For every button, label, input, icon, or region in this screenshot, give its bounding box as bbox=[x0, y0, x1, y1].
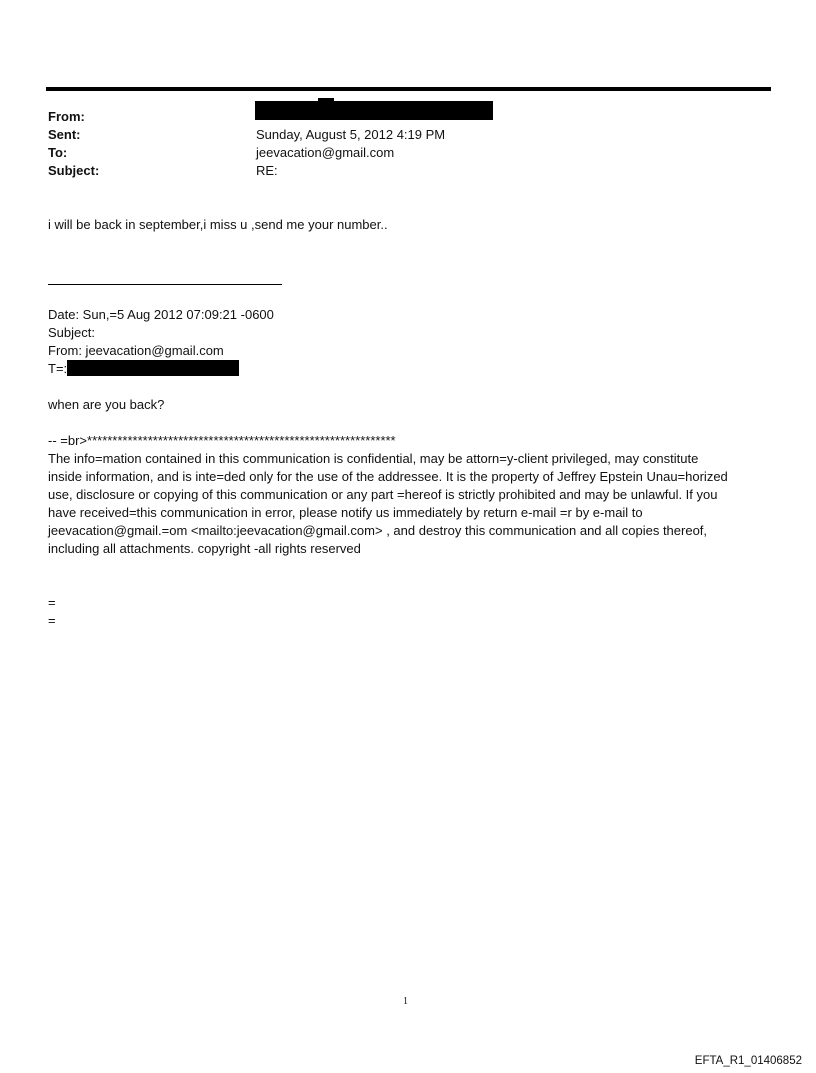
redaction-bar bbox=[67, 360, 239, 376]
reply-body: i will be back in september,i miss u ,send me your number.. bbox=[48, 217, 388, 232]
disclaimer-line: use, disclosure or copying of this communication or any part =hereof is strictly prohibited and may be unlawful. If you bbox=[48, 487, 718, 502]
subject-label: Subject: bbox=[48, 163, 100, 178]
original-date: Date: Sun,=5 Aug 2012 07:09:21 -0600 bbox=[48, 307, 274, 322]
header-row-subject bbox=[48, 162, 445, 180]
page-number: 1 bbox=[403, 996, 408, 1007]
header-row-sent bbox=[48, 126, 445, 144]
disclaimer-line: including all attachments. copyright -all rights reserved bbox=[48, 541, 361, 556]
disclaimer-line: have received=this communication in error, please notify us immediately by return e-mail =r by e-mail to bbox=[48, 505, 643, 520]
trailing-equals: = bbox=[48, 595, 56, 610]
sent-label: Sent: bbox=[48, 127, 81, 142]
document-id: EFTA_R1_01406852 bbox=[694, 1055, 802, 1067]
to-label: To: bbox=[48, 145, 68, 160]
disclaimer-line: jeevacation@gmail.=om <mailto:jeevacation@gmail.com> , and destroy this communication and all copies thereof, bbox=[48, 523, 708, 538]
subject-value: RE: bbox=[256, 163, 278, 178]
sent-value: Sunday, August 5, 2012 4:19 PM bbox=[256, 127, 446, 142]
to-value: jeevacation@gmail.com bbox=[256, 145, 395, 160]
original-from: From: jeevacation@gmail.com bbox=[48, 343, 224, 358]
top-rule bbox=[46, 87, 771, 91]
disclaimer-line: inside information, and is inte=ded only for the use of the addressee. It is the property of Jeffrey Epstein Unau=horized bbox=[48, 469, 728, 484]
email-header bbox=[48, 108, 445, 180]
original-body: when are you back? bbox=[48, 397, 165, 412]
from-label: From: bbox=[48, 109, 85, 124]
disclaimer-line: The info=mation contained in this communication is confidential, may be attorn=y-client privileged, may constitute bbox=[48, 451, 699, 466]
original-to: T=: bbox=[48, 361, 68, 376]
header-row-from bbox=[48, 108, 445, 126]
message-separator bbox=[48, 284, 282, 285]
header-row-to bbox=[48, 144, 445, 162]
confidentiality-disclaimer bbox=[48, 432, 768, 558]
disclaimer-line: -- =br>************************************************************* bbox=[48, 433, 396, 448]
original-subject: Subject: bbox=[48, 325, 95, 340]
trailing-equals: = bbox=[48, 613, 56, 628]
